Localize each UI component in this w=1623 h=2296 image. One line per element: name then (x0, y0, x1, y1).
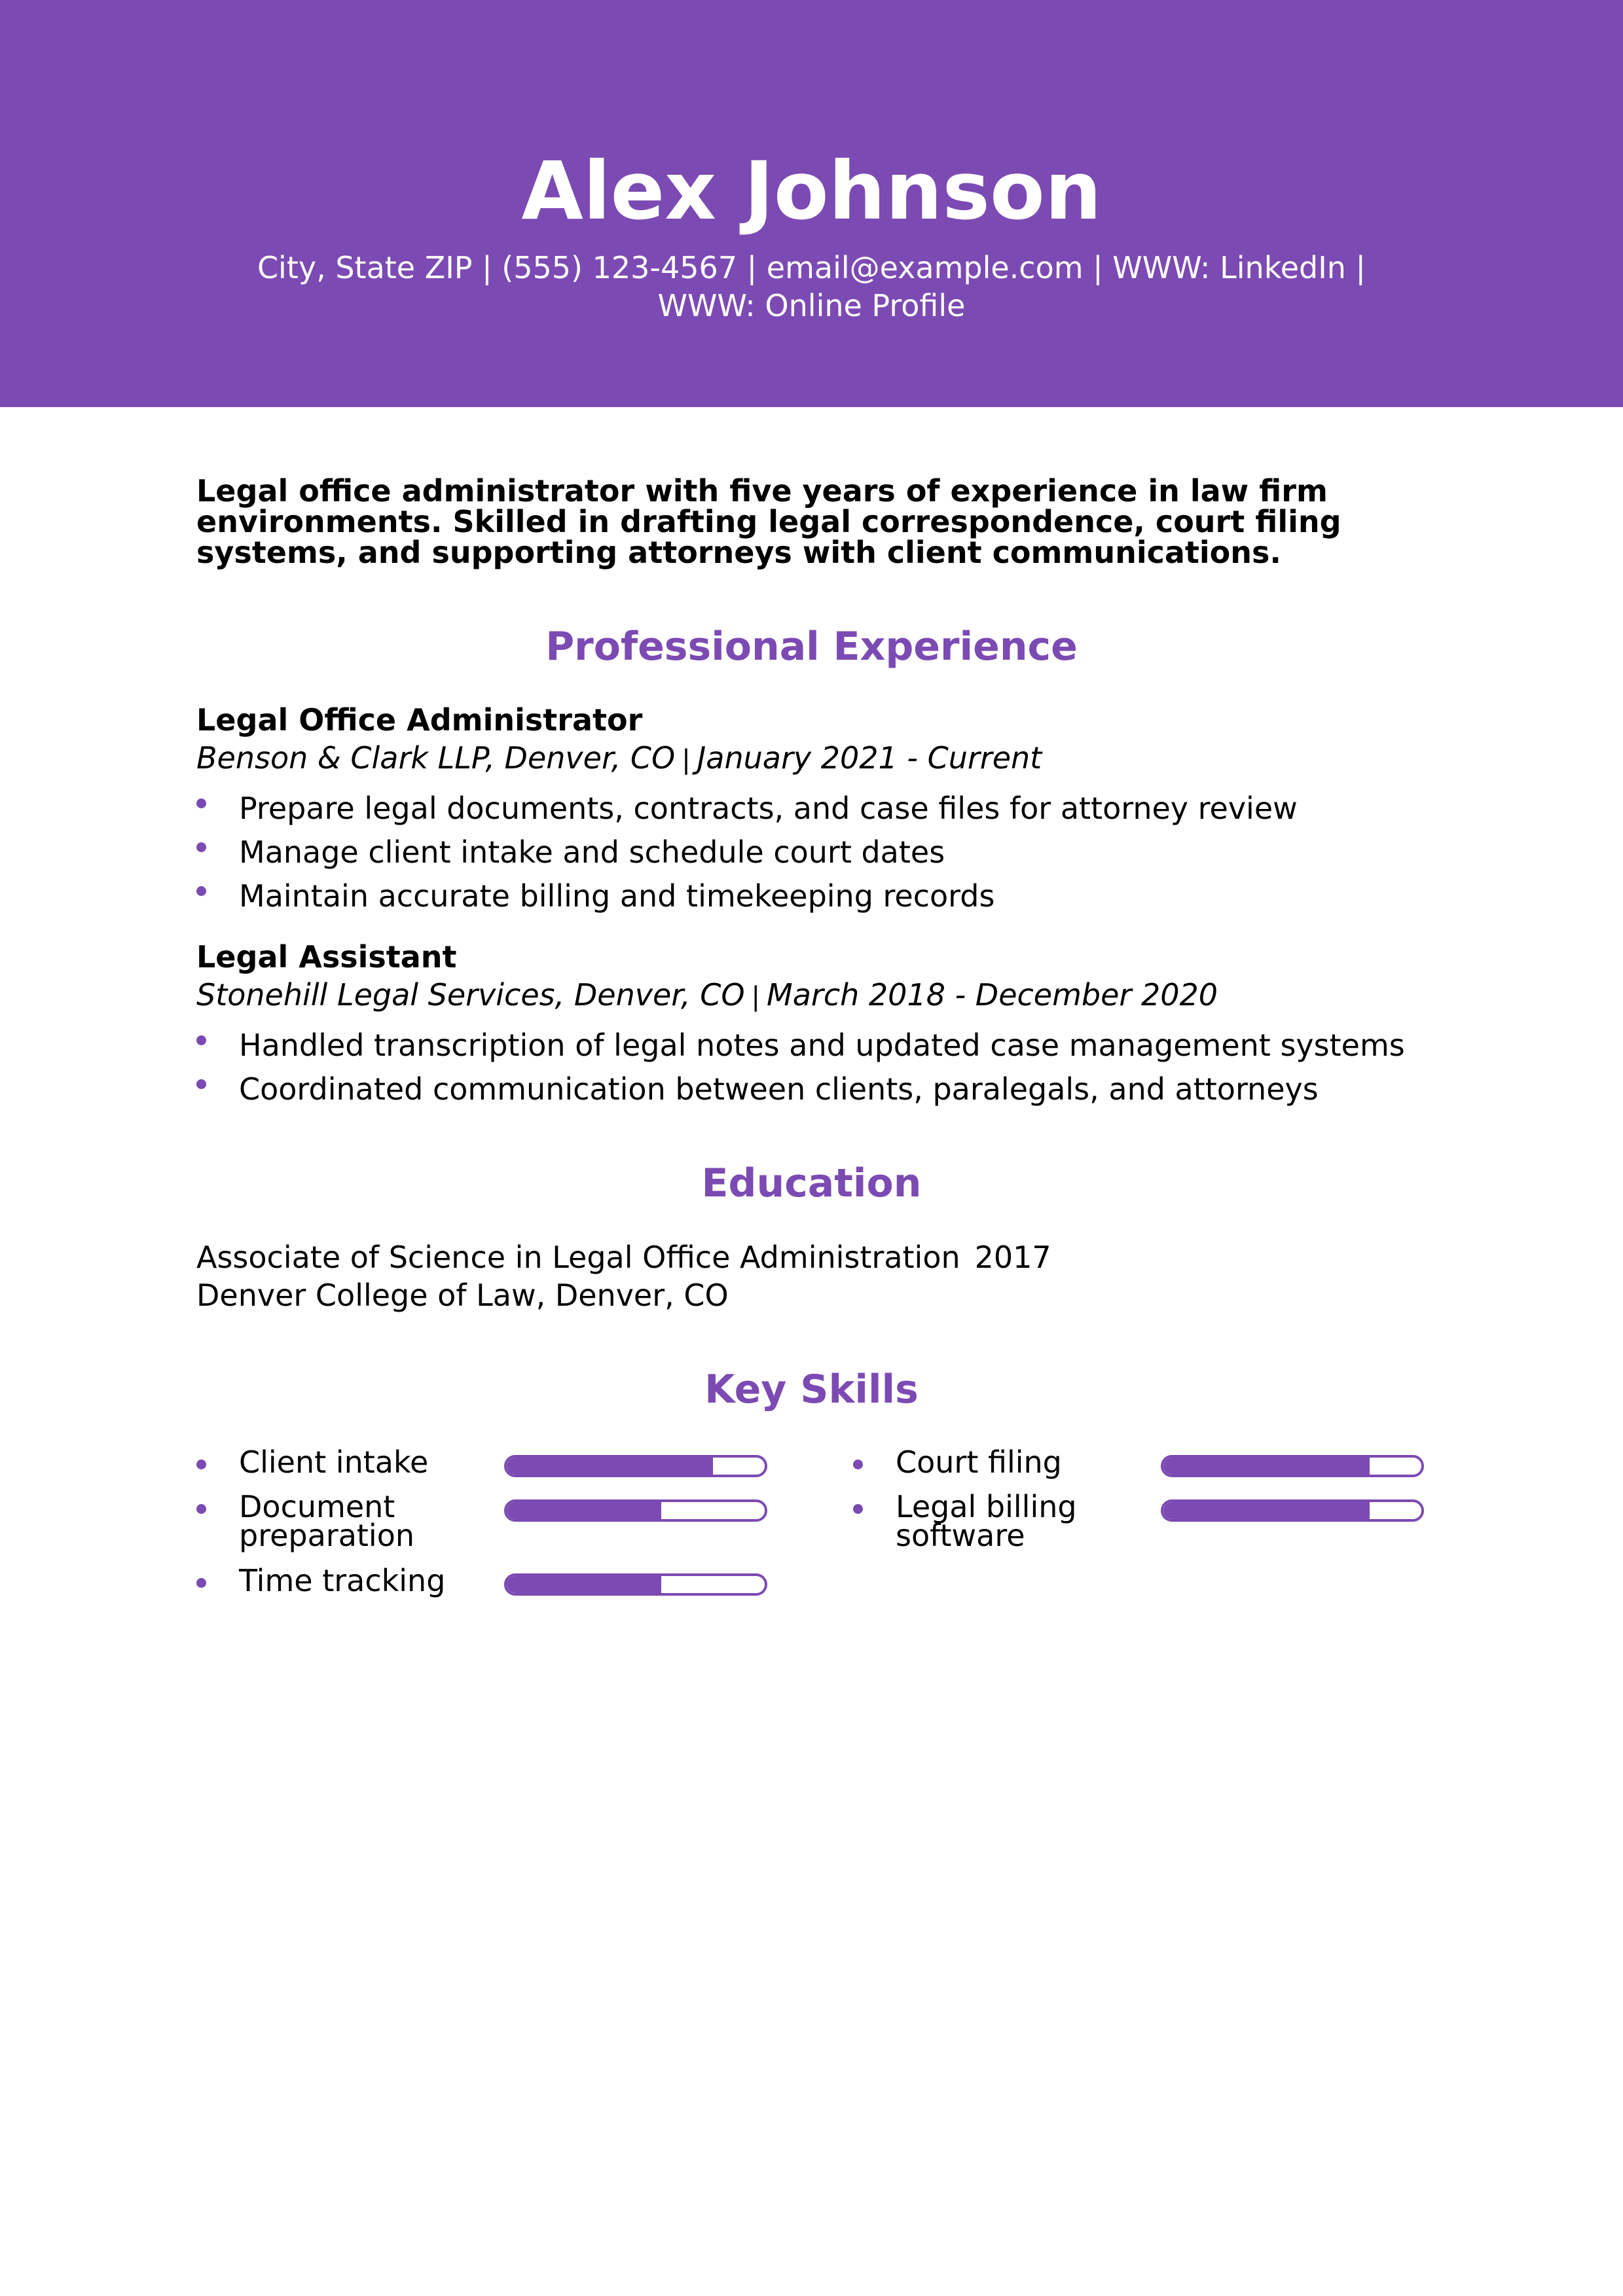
skill-level-bar (504, 1499, 767, 1522)
bullet-text: Handled transcription of legal notes and updated case management systems (239, 1028, 1405, 1063)
skill-name: Document preparation (239, 1489, 415, 1553)
professional-summary: Legal office administrator with five years of experience in law firm environments. Skilled in drafting legal correspondence, court filing systems, and supporting attorneys with client communications. (196, 473, 1341, 570)
job-dates: January 2021 - Current (697, 740, 1042, 776)
job-bullets (196, 787, 1298, 918)
skill-level-bar (504, 1573, 767, 1596)
job-company: Stonehill Legal Services, Denver, CO (196, 977, 745, 1013)
job-meta (196, 975, 1218, 1016)
bullet-text: Manage client intake and schedule court dates (239, 834, 945, 870)
bullet-icon (196, 886, 206, 896)
skill-level-bar (504, 1455, 767, 1477)
skill-level-fill (1163, 1502, 1370, 1519)
list-item (196, 787, 1298, 831)
experience-heading: Professional Experience (545, 624, 1078, 670)
bullet-icon (196, 1504, 206, 1514)
contact-info (216, 249, 1407, 325)
list-item (196, 1067, 1405, 1111)
skill-level-bar (1161, 1455, 1424, 1477)
bullet-text: Prepare legal documents, contracts, and case files for attorney review (239, 791, 1298, 826)
job-title: Legal Assistant (196, 939, 457, 975)
education-degree-line (196, 1238, 1051, 1276)
skill-level-fill (507, 1458, 713, 1475)
bullet-icon (196, 1578, 206, 1588)
list-item (196, 831, 1298, 874)
job-title: Legal Office Administrator (196, 702, 643, 738)
resume-header (0, 0, 1623, 407)
bullet-text: Coordinated communication between clients, paralegals, and attorneys (239, 1071, 1319, 1107)
meta-separator: | (682, 745, 691, 775)
skill-name: Time tracking (239, 1563, 446, 1598)
skill-name: Client intake (239, 1444, 429, 1480)
education-heading: Education (701, 1160, 922, 1206)
bullet-icon (196, 1079, 206, 1089)
skill-item (853, 1489, 1442, 1571)
bullet-icon (853, 1504, 863, 1514)
bullet-text: Maintain accurate billing and timekeeping records (239, 878, 995, 914)
education-school: Denver College of Law, Denver, CO (196, 1278, 729, 1313)
bullet-icon (196, 1460, 206, 1469)
bullet-icon (196, 1035, 206, 1045)
skills-heading: Key Skills (704, 1367, 919, 1412)
contact-line-1: City, State ZIP | (555) 123-4567 | email@example.com | WWW: LinkedIn | (257, 250, 1366, 285)
list-item (196, 1024, 1405, 1067)
skill-item (196, 1563, 786, 1645)
skill-level-fill (507, 1502, 661, 1519)
list-item (196, 874, 1298, 918)
job-dates: March 2018 - December 2020 (767, 977, 1218, 1013)
job-meta (196, 738, 1042, 780)
bullet-icon (196, 798, 206, 808)
skill-level-fill (1163, 1458, 1370, 1475)
education-year: 2017 (974, 1240, 1051, 1275)
contact-line-2: WWW: Online Profile (657, 288, 966, 323)
skill-name: Legal billing software (896, 1489, 1077, 1553)
bullet-icon (196, 842, 206, 852)
job-company: Benson & Clark LLP, Denver, CO (196, 740, 676, 776)
job-bullets (196, 1024, 1405, 1111)
skill-level-bar (1161, 1499, 1424, 1522)
skill-item (196, 1489, 786, 1571)
meta-separator: | (751, 982, 761, 1012)
education-degree: Associate of Science in Legal Office Administration (196, 1240, 960, 1275)
candidate-name: Alex Johnson (521, 145, 1102, 238)
skill-level-fill (507, 1576, 661, 1593)
bullet-icon (853, 1460, 863, 1469)
skill-name: Court filing (896, 1444, 1062, 1480)
